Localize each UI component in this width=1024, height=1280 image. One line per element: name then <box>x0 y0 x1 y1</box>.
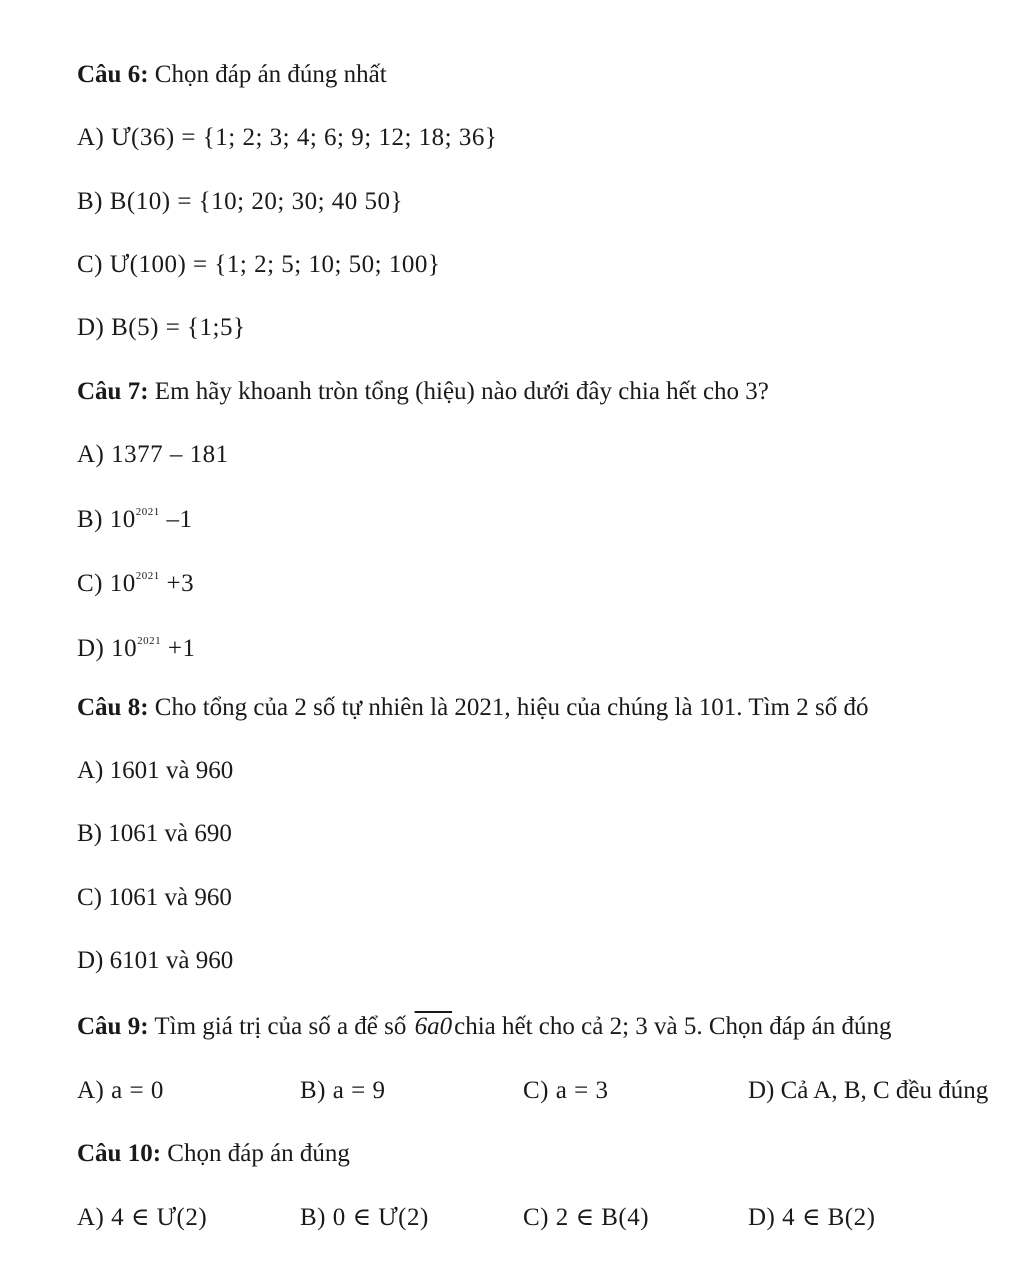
q8-option-a[interactable]: A) 1601 và 960 <box>77 757 234 784</box>
question-7-text: Em hãy khoanh tròn tổng (hiệu) nào dưới đây chia hết cho 3? <box>154 378 769 405</box>
question-7 <box>77 377 769 407</box>
q7-option-d-rest: +1 <box>161 635 196 662</box>
q7-option-c-exponent: 2021 <box>135 570 160 582</box>
question-9-text-before: Tìm giá trị của số a để số <box>154 1013 413 1040</box>
q7-option-c-base: C) 10 <box>77 570 136 597</box>
question-8 <box>77 693 868 723</box>
q9-option-c[interactable]: C) a = 3 <box>523 1077 609 1104</box>
question-10-label: Câu 10: <box>77 1140 162 1167</box>
q8-option-b[interactable]: B) 1061 và 690 <box>77 820 232 847</box>
q8-option-d[interactable]: D) 6101 và 960 <box>77 947 234 974</box>
question-6 <box>77 60 387 90</box>
question-9 <box>77 1012 892 1042</box>
question-9-overline-number: 6a0 <box>414 1013 453 1040</box>
q10-option-b[interactable]: B) 0 ∈ Ư(2) <box>300 1204 429 1231</box>
q7-option-b-rest: –1 <box>159 506 193 533</box>
question-6-text: Chọn đáp án đúng nhất <box>154 61 387 88</box>
question-7-label: Câu 7: <box>77 378 149 405</box>
q10-option-d[interactable]: D) 4 ∈ B(2) <box>748 1204 876 1231</box>
q7-option-c[interactable] <box>77 569 194 599</box>
q10-option-a[interactable]: A) 4 ∈ Ư(2) <box>77 1204 208 1231</box>
q8-option-c[interactable]: C) 1061 và 960 <box>77 884 232 911</box>
question-9-text-after: chia hết cho cả 2; 3 và 5. Chọn đáp án đúng <box>454 1013 892 1040</box>
q7-option-c-rest: +3 <box>159 570 195 597</box>
q6-option-c[interactable]: C) Ư(100) = {1; 2; 5; 10; 50; 100} <box>77 251 441 278</box>
q9-option-a[interactable]: A) a = 0 <box>77 1077 164 1104</box>
q7-option-d-exponent: 2021 <box>137 635 162 647</box>
question-8-label: Câu 8: <box>77 694 149 721</box>
question-6-label: Câu 6: <box>77 61 149 88</box>
q7-option-b-base: B) 10 <box>77 506 136 533</box>
q6-option-b[interactable]: B) B(10) = {10; 20; 30; 40 50} <box>77 188 404 215</box>
q10-option-c[interactable]: C) 2 ∈ B(4) <box>523 1204 650 1231</box>
question-9-label: Câu 9: <box>77 1013 149 1040</box>
question-10 <box>77 1139 350 1169</box>
q6-option-a[interactable]: A) Ư(36) = {1; 2; 3; 4; 6; 9; 12; 18; 36} <box>77 124 498 151</box>
question-10-text: Chọn đáp án đúng <box>167 1140 350 1167</box>
q9-option-d[interactable]: D) Cả A, B, C đều đúng <box>748 1077 989 1104</box>
q7-option-b[interactable] <box>77 505 193 535</box>
question-8-text: Cho tổng của 2 số tự nhiên là 2021, hiệu của chúng là 101. Tìm 2 số đó <box>154 694 869 721</box>
q6-option-d[interactable]: D) B(5) = {1;5} <box>77 314 246 341</box>
q7-option-b-exponent: 2021 <box>135 506 160 518</box>
q7-option-a[interactable]: A) 1377 – 181 <box>77 441 229 468</box>
q7-option-d-base: D) 10 <box>77 635 138 662</box>
q9-option-b[interactable]: B) a = 9 <box>300 1077 386 1104</box>
q7-option-d[interactable] <box>77 634 196 664</box>
